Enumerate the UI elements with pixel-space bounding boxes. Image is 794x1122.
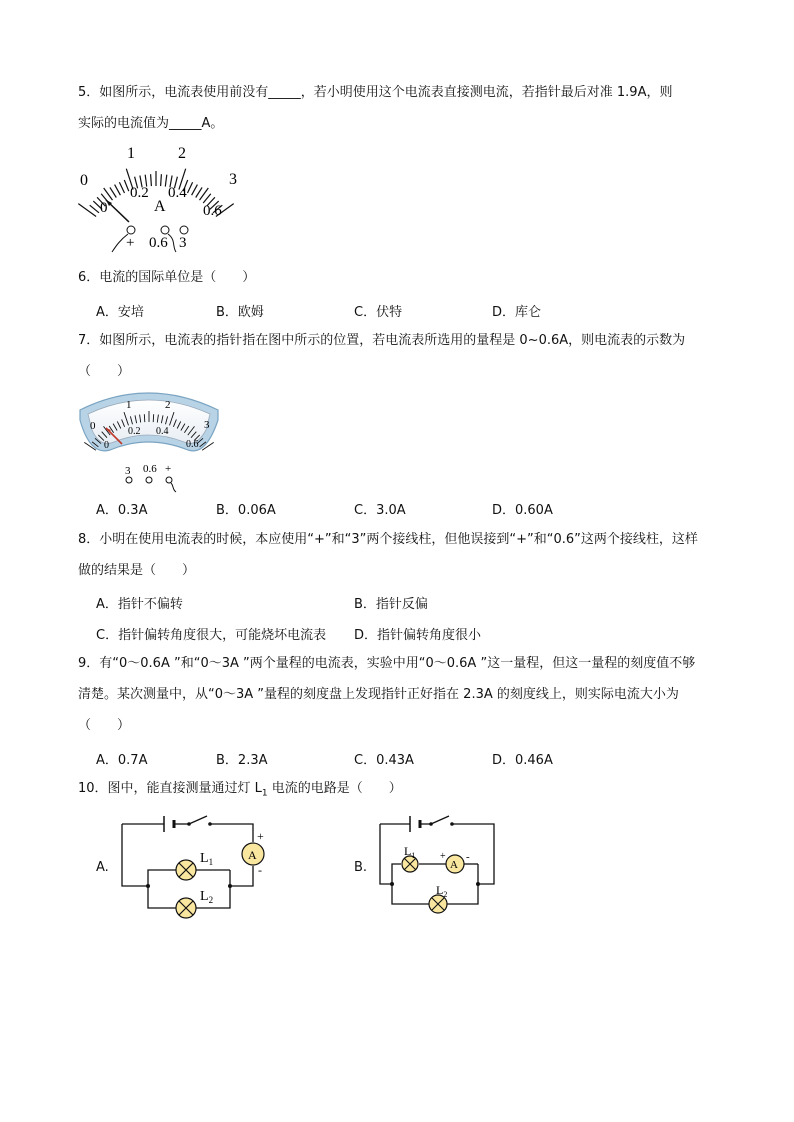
q5-terminal-label-3: 3 bbox=[179, 235, 187, 251]
q5-bottom-label-1: 0.2 bbox=[130, 185, 149, 201]
q5-bottom-label-2: 0.4 bbox=[168, 185, 187, 201]
q5-scale-tick bbox=[110, 187, 116, 197]
q5-scale-tick bbox=[78, 204, 96, 217]
q5-bottom-label-0: 0 bbox=[100, 200, 108, 216]
q5-unit-label: A bbox=[154, 198, 166, 215]
q10b-junction-right bbox=[476, 882, 480, 886]
q5-terminal-3 bbox=[180, 226, 188, 234]
q5-top-label-2: 2 bbox=[178, 145, 186, 162]
q10a-lamp1-label: $L_1$ bbox=[200, 851, 214, 867]
q9-option-d[interactable]: D．0.46A bbox=[492, 753, 553, 768]
q7-top-label-0: 0 bbox=[90, 420, 96, 432]
q7-scale-tick bbox=[144, 414, 145, 422]
q5-top-label-3: 3 bbox=[229, 171, 237, 188]
q7-terminal-label-0.6: 0.6 bbox=[143, 463, 157, 475]
q5-scale-tick bbox=[151, 174, 152, 186]
q9-line1: 9．有“0～0.6A ”和“0～3A ”两个量程的电流表，实验中用“0～0.6A ”这一量程，但这一量程的刻度值不够 bbox=[78, 656, 696, 671]
q5-scale-tick bbox=[192, 185, 198, 196]
q5-wire-0.6 bbox=[168, 234, 176, 252]
q8-option-a[interactable]: A．指针不偏转 bbox=[96, 597, 183, 612]
q5-top-label-0: 0 bbox=[80, 172, 88, 189]
q5-scale-tick bbox=[165, 175, 167, 187]
q5-scale-tick bbox=[124, 180, 129, 191]
q5-scale-tick bbox=[119, 182, 124, 193]
q10b-switch-blade bbox=[431, 816, 449, 824]
q10a-junction-right bbox=[228, 884, 232, 888]
q9-line3: （ ） bbox=[78, 718, 131, 733]
q7-line2: （ ） bbox=[78, 364, 131, 379]
q9-option-c[interactable]: C．0.43A bbox=[354, 753, 414, 768]
q9-line2: 清楚。某次测量中，从“0～3A ”量程的刻度盘上发现指针正好指在 2.3A 的刻度线上，则实际电流大小为 bbox=[78, 687, 679, 702]
q10b-plus: + bbox=[440, 851, 446, 862]
q5-ammeter-figure bbox=[72, 142, 252, 254]
q7-ammeter-figure bbox=[76, 386, 226, 494]
q5-top-label-1: 1 bbox=[127, 145, 135, 162]
q5-scale-tick bbox=[188, 182, 193, 193]
q7-line1: 7．如图所示，电流表的指针指在图中所示的位置，若电流表所选用的量程是 0~0.6A，则电流表的示数为 bbox=[78, 333, 686, 348]
q5-scale-tick bbox=[90, 205, 99, 213]
q7-option-c[interactable]: C．3.0A bbox=[354, 503, 406, 518]
q7-bottom-label-2: 0.4 bbox=[156, 426, 169, 437]
q10b-switch-contact bbox=[450, 822, 454, 826]
q10a-junction-left bbox=[146, 884, 150, 888]
q10-circuit-b-label[interactable]: B. bbox=[354, 860, 368, 875]
q7-option-b[interactable]: B．0.06A bbox=[216, 503, 276, 518]
q5-scale-tick bbox=[203, 194, 211, 203]
q8-option-c[interactable]: C．指针偏转角度很大，可能烧坏电流表 bbox=[96, 628, 327, 643]
q9-option-b[interactable]: B．2.3A bbox=[216, 753, 268, 768]
q7-terminal-3 bbox=[126, 477, 132, 483]
q8-option-b[interactable]: B．指针反偏 bbox=[354, 597, 428, 612]
q5-terminal-label-plus: + bbox=[126, 235, 135, 251]
q10a-minus: - bbox=[258, 863, 262, 877]
q7-wire-plus bbox=[171, 483, 176, 492]
q6-option-c[interactable]: C．伏特 bbox=[354, 305, 403, 320]
q10a-ammeter-label: A bbox=[248, 848, 257, 862]
q10b-minus: - bbox=[466, 851, 470, 863]
q10b-junction-left bbox=[390, 882, 394, 886]
q7-bottom-label-3: 0.6 bbox=[186, 439, 199, 450]
q10a-plus: + bbox=[257, 829, 264, 843]
q7-top-label-3: 3 bbox=[204, 419, 210, 431]
q6-option-a[interactable]: A．安培 bbox=[96, 305, 144, 320]
q7-terminal-label-3: 3 bbox=[125, 465, 131, 477]
q5-terminal-label-0.6: 0.6 bbox=[149, 235, 168, 251]
q8-option-d[interactable]: D．指针偏转角度很小 bbox=[354, 628, 482, 643]
q7-top-label-1: 1 bbox=[126, 399, 132, 411]
q10a-switch-blade bbox=[189, 816, 207, 824]
q8-line2: 做的结果是（ ） bbox=[78, 563, 196, 578]
q10-circuit-b bbox=[372, 812, 502, 917]
q10a-lamp2-label: $L_2$ bbox=[200, 889, 214, 905]
q7-option-d[interactable]: D．0.60A bbox=[492, 503, 553, 518]
q5-line1: 5．如图所示，电流表使用前没有_____，若小明使用这个电流表直接测电流，若指针最后对准 1.9A，则 bbox=[78, 85, 673, 100]
q5-terminal-0.6 bbox=[161, 226, 169, 234]
q7-terminal-0.6 bbox=[146, 477, 152, 483]
q6-option-d[interactable]: D．库仑 bbox=[492, 305, 542, 320]
q10b-ammeter-label: A bbox=[450, 859, 458, 871]
q10-circuit-a-label[interactable]: A. bbox=[96, 860, 109, 875]
q6-stem: 6．电流的国际单位是（ ） bbox=[78, 270, 256, 285]
q5-scale-tick bbox=[115, 185, 121, 196]
q5-scale-tick bbox=[161, 174, 162, 186]
q7-top-label-2: 2 bbox=[165, 399, 171, 411]
q7-option-a[interactable]: A．0.3A bbox=[96, 503, 148, 518]
q10b-lamp1-label: $L_1$ bbox=[404, 844, 416, 860]
q5-terminal-plus bbox=[127, 226, 135, 234]
q7-bottom-label-1: 0.2 bbox=[128, 426, 141, 437]
q7-terminal-label-plus: + bbox=[165, 463, 172, 475]
q5-line2: 实际的电流值为_____A。 bbox=[78, 116, 224, 131]
q6-option-b[interactable]: B．欧姆 bbox=[216, 305, 264, 320]
q10a-switch-contact bbox=[208, 822, 212, 826]
q7-bottom-label-0: 0 bbox=[104, 440, 109, 451]
q10-circuit-a bbox=[112, 812, 272, 920]
q10-stem: 10．图中，能直接测量通过灯 $L_1$ 电流的电路是（ ） bbox=[78, 781, 402, 799]
q7-scale-tick bbox=[153, 414, 154, 422]
q10b-lamp2-label: $L_2$ bbox=[436, 883, 448, 899]
q5-scale-tick bbox=[196, 187, 202, 197]
q8-line1: 8．小明在使用电流表的时候，本应使用“+”和“3”两个接线柱，但他误接到“+”和“0.6”这两个接线柱，这样 bbox=[78, 532, 698, 547]
q5-bottom-label-3: 0.6 bbox=[203, 203, 222, 219]
q7-terminal-plus bbox=[166, 477, 172, 483]
q9-option-a[interactable]: A．0.7A bbox=[96, 753, 148, 768]
